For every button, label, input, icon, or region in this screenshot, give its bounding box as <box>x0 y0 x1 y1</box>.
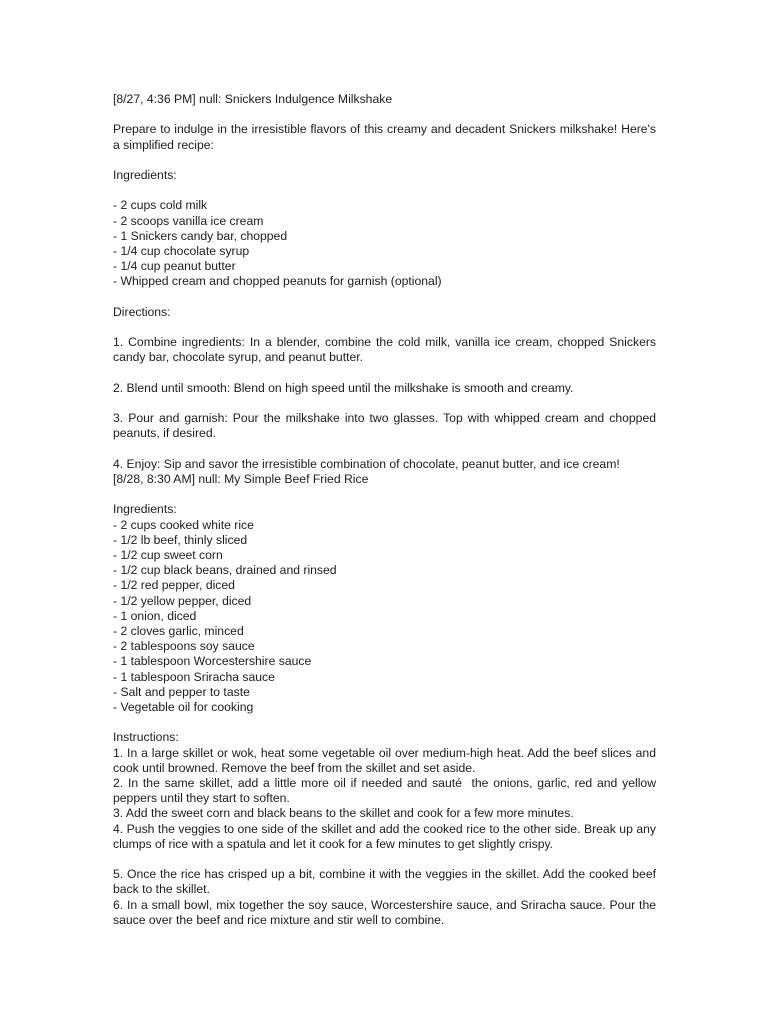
spacer <box>113 290 656 305</box>
fried-rice-instruction-step: 3. Add the sweet corn and black beans to the skillet and cook for a few more minutes. <box>113 806 574 821</box>
spacer <box>113 320 656 335</box>
milkshake-ingredients-heading: Ingredients: <box>113 167 177 182</box>
fried-rice-instruction-step: 1. In a large skillet or wok, heat some vegetable oil over medium-high heat. Add the beef slices and cook until browned. Remove the beef from the skillet and set aside. <box>113 745 660 775</box>
spacer <box>113 396 656 411</box>
list-item: - 1/2 yellow pepper, diced <box>113 593 252 608</box>
list-item: - 1 Snickers candy bar, chopped <box>113 228 288 243</box>
spacer <box>113 442 656 457</box>
list-item: - Whipped cream and chopped peanuts for garnish (optional) <box>113 274 442 289</box>
spacer <box>113 715 656 730</box>
list-item: - 1/2 cup sweet corn <box>113 547 223 562</box>
spacer <box>113 153 656 168</box>
spacer <box>113 852 656 867</box>
list-item: - 2 tablespoons soy sauce <box>113 639 255 654</box>
spacer <box>113 183 656 198</box>
list-item: - 1/2 red pepper, diced <box>113 578 235 593</box>
milkshake-directions-heading: Directions: <box>113 304 171 319</box>
milkshake-direction-step: 1. Combine ingredients: In a blender, combine the cold milk, vanilla ice cream, chopped Snickers candy bar, chocolate syrup, and peanut butter. <box>113 335 660 365</box>
fried-rice-instruction-step: 6. In a small bowl, mix together the soy sauce, Worcestershire sauce, and Sriracha sauce. Pour the sauce over the beef and rice mixture and stir well to combine. <box>113 897 660 927</box>
fried-rice-instruction-step: 4. Push the veggies to one side of the skillet and add the cooked rice to the other side. Break up any clumps of rice with a spatula and let it cook for a few minutes to get slightly crispy. <box>113 821 660 851</box>
fried-rice-ingredients-heading: Ingredients: <box>113 502 177 517</box>
list-item: - Salt and pepper to taste <box>113 684 250 699</box>
list-item: - 1 onion, diced <box>113 608 197 623</box>
milkshake-ingredients-list <box>113 198 656 289</box>
fried-rice-header: [8/28, 8:30 AM] null: My Simple Beef Fried Rice <box>113 471 369 486</box>
list-item: - 1/4 cup chocolate syrup <box>113 243 250 258</box>
fried-rice-ingredients-list <box>113 518 656 716</box>
list-item: - 1/4 cup peanut butter <box>113 259 236 274</box>
list-item: - 1 tablespoon Worcestershire sauce <box>113 654 312 669</box>
list-item: - 1/2 lb beef, thinly sliced <box>113 532 248 547</box>
milkshake-direction-step: 2. Blend until smooth: Blend on high speed until the milkshake is smooth and creamy. <box>113 380 574 395</box>
fried-rice-instructions-heading: Instructions: <box>113 730 179 745</box>
milkshake-header: [8/27, 4:36 PM] null: Snickers Indulgence Milkshake <box>113 92 393 106</box>
fried-rice-instruction-step: 2. In the same skillet, add a little more oil if needed and sauté the onions, garlic, red and yellow peppers until they start to soften. <box>113 775 660 806</box>
list-item: - 2 cups cooked white rice <box>113 517 254 532</box>
spacer <box>113 487 656 502</box>
milkshake-direction-step: 4. Enjoy: Sip and savor the irresistible combination of chocolate, peanut butter, and ice cream! <box>113 456 620 471</box>
document-page <box>113 92 660 928</box>
list-item: - 2 cloves garlic, minced <box>113 623 244 638</box>
list-item: - 1 tablespoon Sriracha sauce <box>113 669 275 684</box>
list-item: - 2 scoops vanilla ice cream <box>113 213 264 228</box>
fried-rice-instruction-step: 5. Once the rice has crisped up a bit, combine it with the veggies in the skillet. Add the cooked beef back to the skillet. <box>113 867 660 897</box>
spacer <box>113 366 656 381</box>
milkshake-direction-step: 3. Pour and garnish: Pour the milkshake into two glasses. Top with whipped cream and chopped peanuts, if desired. <box>113 411 660 441</box>
milkshake-intro: Prepare to indulge in the irresistible flavors of this creamy and decadent Snickers milkshake! Here's a simplified recipe: <box>113 122 660 152</box>
spacer <box>113 107 656 122</box>
list-item: - Vegetable oil for cooking <box>113 699 254 714</box>
list-item: - 2 cups cold milk <box>113 198 208 213</box>
list-item: - 1/2 cup black beans, drained and rinsed <box>113 563 337 578</box>
